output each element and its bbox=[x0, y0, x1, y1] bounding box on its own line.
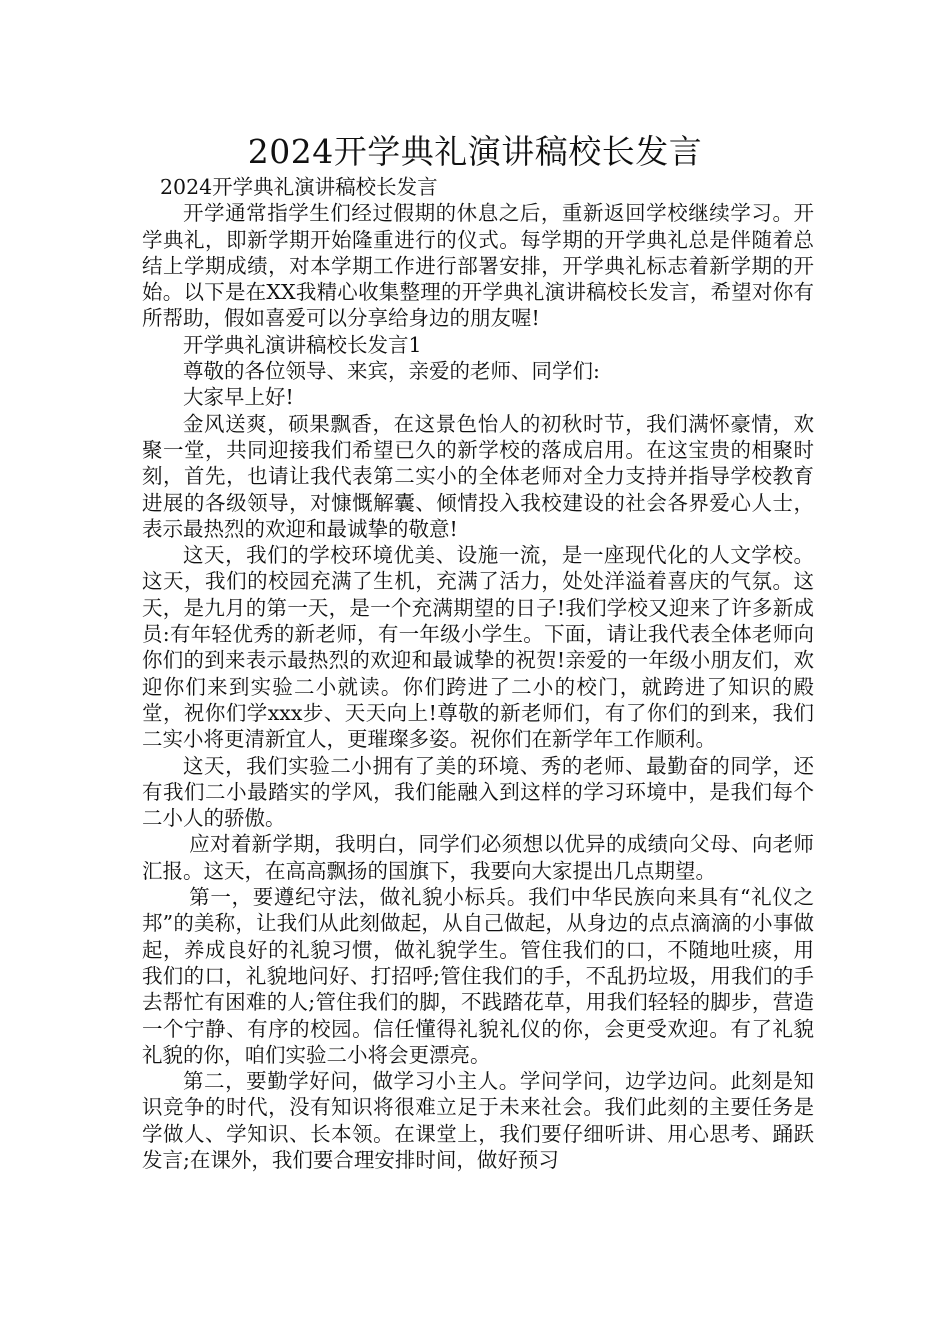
paragraph-expectations: 应对着新学期，我明白，同学们必须想以优异的成绩向父母、向老师汇报。这天，在高高飘扬的国旗下，我要向大家提出几点期望。 bbox=[142, 832, 814, 883]
paragraph-welcome: 金风送爽，硕果飘香，在这景色怡人的初秋时节，我们满怀豪情，欢聚一堂，共同迎接我们希望已久的新学校的落成启用。在这宝贵的相聚时刻，首先，也请让我代表第二实小的全体老师对全力支持并指导学校教育进展的各级领导，对慷慨解囊、倾情投入我校建设的社会各界爱心人士，表示最热烈的欢迎和最诚挚的敬意! bbox=[142, 411, 814, 541]
paragraph-first-point: 第一，要遵纪守法，做礼貌小标兵。我们中华民族向来具有“礼仪之邦”的美称，让我们从此刻做起，从自己做起，从身边的点点滴滴的小事做起，养成良好的礼貌习惯，做礼貌学生。管住我们的口，不随地吐痰，用我们的口，礼貌地问好、打招呼;管住我们的手，不乱扔垃圾，用我们的手去帮忙有困难的人;管住我们的脚，不践踏花草，用我们轻轻的脚步，营造一个宁静、有序的校园。信任懂得礼貌礼仪的你，会更受欢迎。有了礼貌礼貌的你，咱们实验二小将会更漂亮。 bbox=[142, 885, 814, 1067]
document-subtitle: 2024开学典礼演讲稿校长发言 bbox=[160, 175, 438, 199]
greeting: 大家早上好! bbox=[183, 385, 294, 410]
paragraph-today: 这天，我们的学校环境优美、设施一流，是一座现代化的人文学校。这天，我们的校园充满了生机，充满了活力，处处洋溢着喜庆的气氛。这天，是九月的第一天，是一个充满期望的日子!我们学校又迎来了许多新成员:有年轻优秀的新老师，有一年级小学生。下面，请让我代表全体老师向你们的到来表示最热烈的欢迎和最诚挚的祝贺!亲爱的一年级小朋友们，欢迎你们来到实验二小就读。你们跨进了二小的校门，就跨进了知识的殿堂，祝你们学xxx步、天天向上!尊敬的新老师们，有了你们的到来，我们二实小将更清新宜人，更璀璨多姿。祝你们在新学年工作顺利。 bbox=[142, 543, 814, 752]
document-title: 2024开学典礼演讲稿校长发言 bbox=[247, 132, 703, 171]
paragraph-intro: 开学通常指学生们经过假期的休息之后，重新返回学校继续学习。开学典礼，即新学期开始隆重进行的仪式。每学期的开学典礼总是伴随着总结上学期成绩，对本学期工作进行部署安排，开学典礼标志着新学期的开始。以下是在XX我精心收集整理的开学典礼演讲稿校长发言，希望对你有所帮助，假如喜爱可以分享给身边的朋友喔! bbox=[142, 201, 814, 331]
paragraph-second-point: 第二，要勤学好问，做学习小主人。学问学问，边学边问。此刻是知识竞争的时代，没有知识将很难立足于未来社会。我们此刻的主要任务是学做人、学知识、长本领。在课堂上，我们要仔细听讲、用心思考、踊跃发言;在课外，我们要合理安排时间，做好预习 bbox=[142, 1069, 814, 1172]
salutation: 尊敬的各位领导、来宾，亲爱的老师、同学们: bbox=[183, 359, 600, 384]
section-heading: 开学典礼演讲稿校长发言1 bbox=[183, 332, 422, 357]
paragraph-pride: 这天，我们实验二小拥有了美的环境、秀的老师、最勤奋的同学，还有我们二小最踏实的学风，我们能融入到这样的学习环境中，是我们每个二小人的骄傲。 bbox=[142, 753, 814, 831]
document-body bbox=[142, 174, 814, 1173]
